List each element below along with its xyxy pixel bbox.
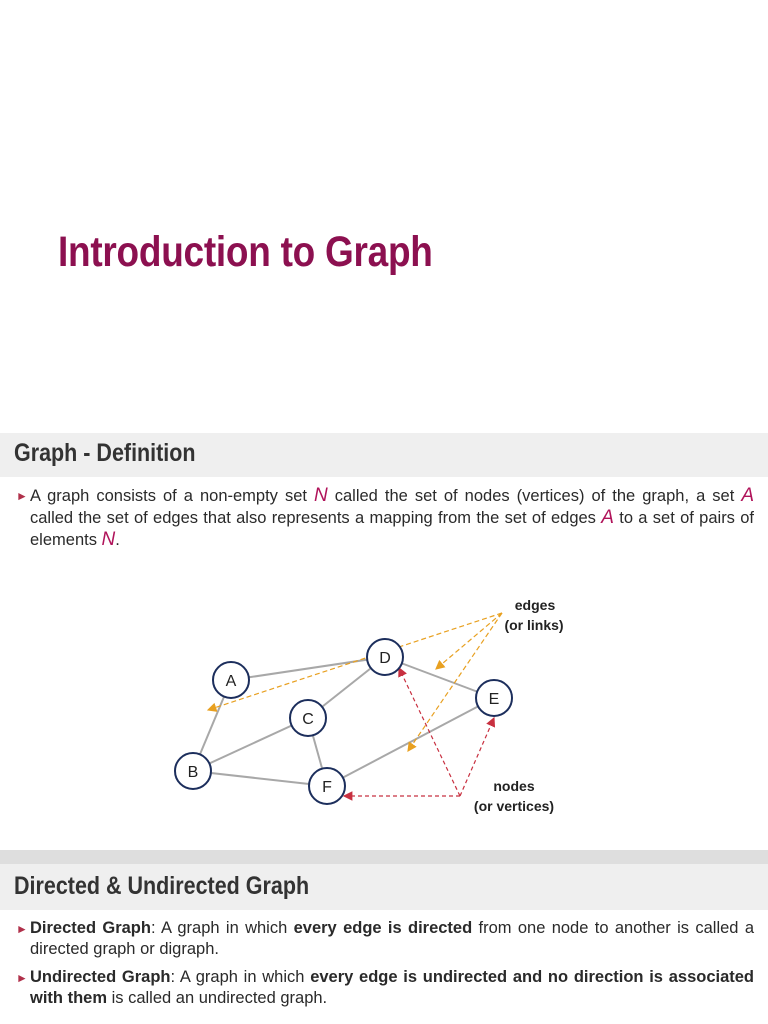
section-header-directed-undirected [0,864,768,910]
graph-diagram [0,580,768,830]
node-pointer-arrow [460,718,494,796]
node-f-label: F [322,779,332,796]
node-e-label: E [488,691,500,708]
node-a-label: A [225,673,237,690]
section-header-definition [0,433,768,477]
directed-graph-term: Directed Graph [30,919,151,937]
set-a-symbol: A [601,507,614,528]
definition-paragraph: A graph consists of a non-empty set N called the set of nodes (vertices) of the graph, a set A called the set of edges that also represents a mapping from the set of edges A to a set of pairs of elements N. [30,485,755,550]
section-title-directed-undirected: Directed & Undirected Graph [14,872,310,900]
nodes-annotation-sub: (or vertices) [473,798,555,814]
bullet-arrow-icon: ► [16,489,28,503]
edges-annotation: edges [514,597,556,613]
section-title-definition: Graph - Definition [14,439,196,467]
node-d-label: D [379,650,391,667]
directed-graph-paragraph: Directed Graph: A graph in which every edge is directed from one node to another is called a directed graph or digraph. [30,919,754,958]
section-divider [0,850,768,864]
node-b-label: B [187,764,199,781]
undirected-graph-term: Undirected Graph [30,968,171,986]
edge-b-f [193,771,327,786]
bullet-arrow-icon: ► [16,971,28,985]
page-title: Introduction to Graph [58,228,433,276]
set-n-symbol: N [101,529,116,550]
set-n-symbol: N [313,485,328,506]
undirected-graph-paragraph: Undirected Graph: A graph in which every edge is undirected and no direction is associated with them is called an undirected graph. [30,968,755,1007]
edge-pointer-arrow [208,613,502,710]
edge-f-e [327,698,494,786]
bullet-arrow-icon: ► [16,922,28,936]
edges-annotation-sub: (or links) [504,617,564,633]
set-a-symbol: A [741,485,754,506]
node-c-label: C [302,711,314,728]
nodes-annotation: nodes [493,778,535,794]
